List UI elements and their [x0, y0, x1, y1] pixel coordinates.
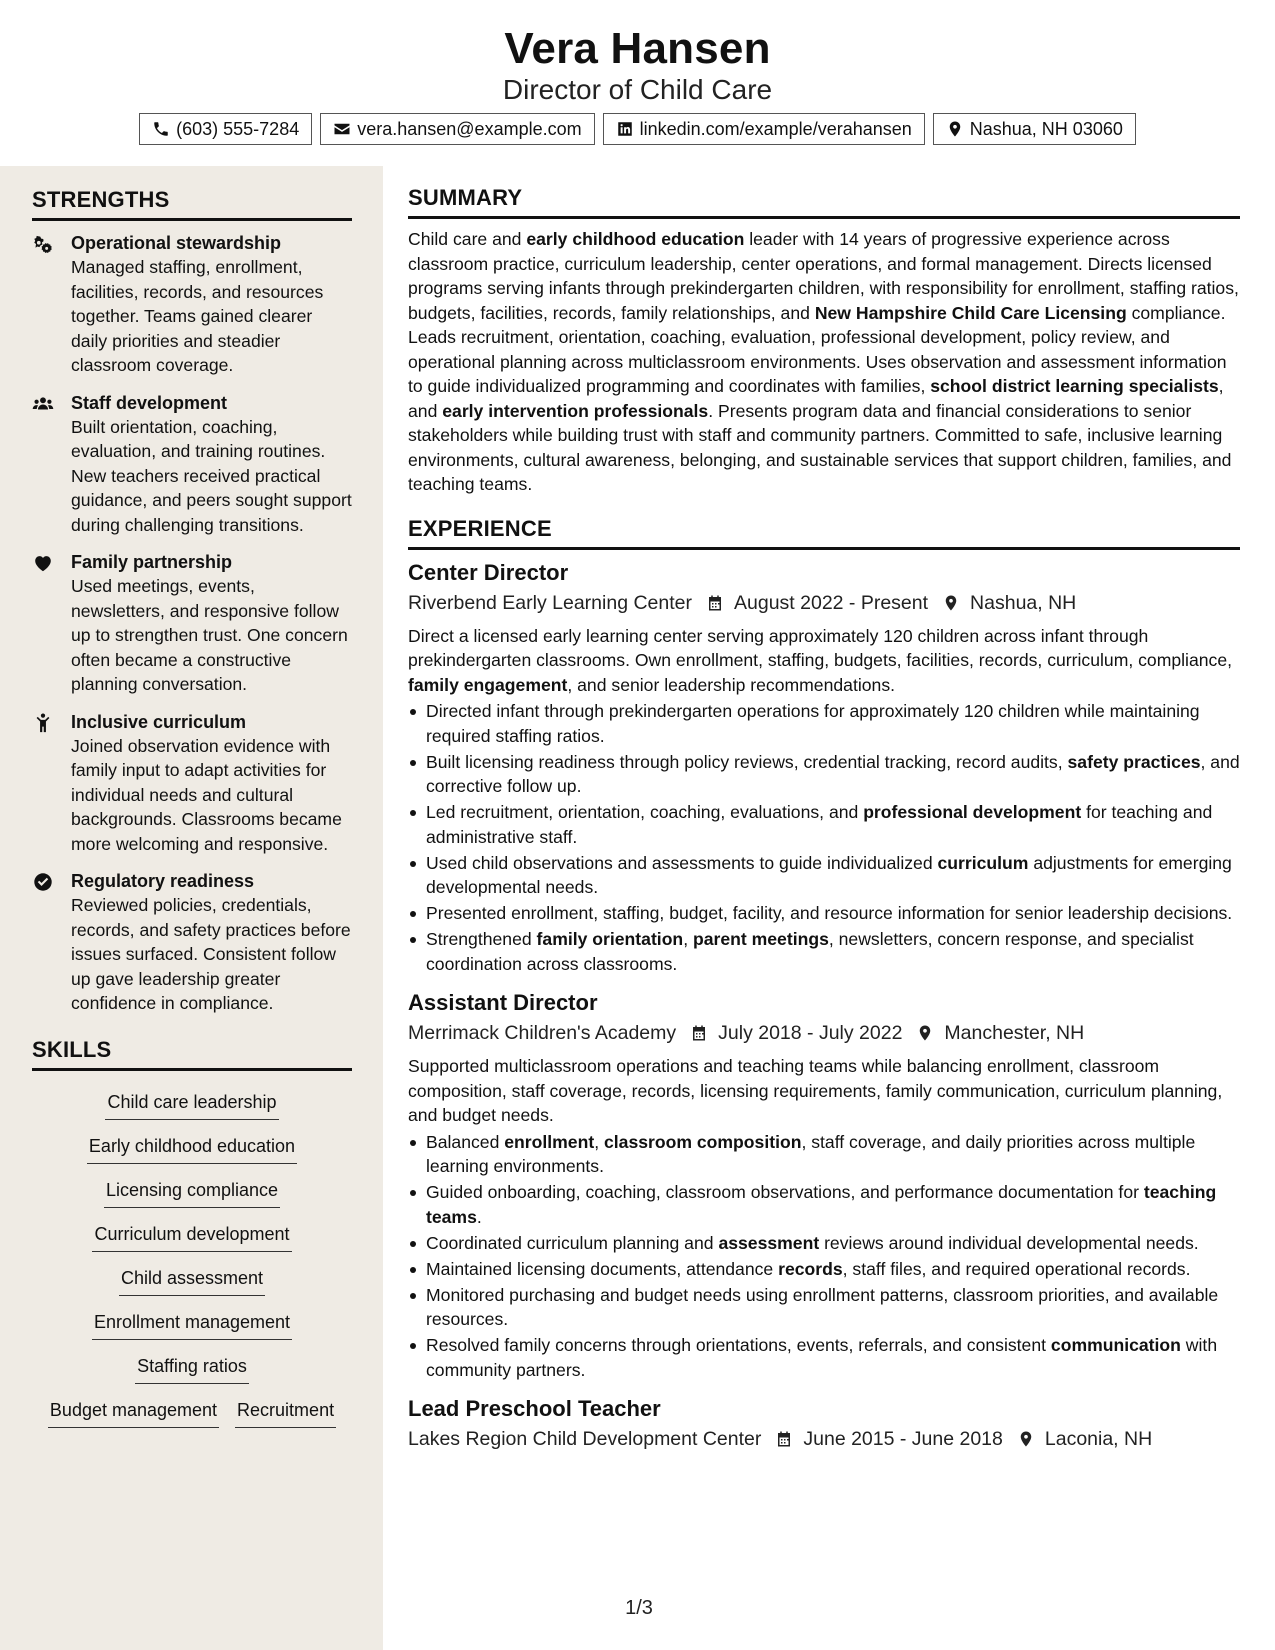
strength-item — [32, 869, 352, 1016]
bold-text: enrollment — [504, 1131, 595, 1152]
bold-text: assessment — [718, 1232, 820, 1253]
job-location: Manchester, NH — [944, 1022, 1085, 1044]
job-dates: June 2015 - June 2018 — [803, 1428, 1003, 1450]
strength-item — [32, 391, 352, 538]
bullet-item: Monitored purchasing and budget needs using enrollment patterns, classroom priorities, and available resources. — [408, 1283, 1240, 1332]
strength-title: Staff development — [71, 392, 228, 413]
users-icon — [32, 393, 54, 415]
skill-tag: Recruitment — [235, 1395, 336, 1428]
map-pin-icon — [916, 1024, 934, 1042]
skill-tag: Curriculum development — [92, 1219, 291, 1252]
contact-email[interactable] — [320, 113, 594, 145]
email-text: vera.hansen@example.com — [357, 119, 582, 139]
resume-header — [0, 0, 1275, 166]
bold-text: communication — [1050, 1335, 1181, 1355]
page-number: 1/3 — [625, 1597, 653, 1619]
strength-item — [32, 231, 352, 378]
bullet-item: Guided onboarding, coaching, classroom observations, and performance documentation for teaching teams. — [408, 1180, 1240, 1229]
bullet-item: Built licensing readiness through policy reviews, credential tracking, record audits, safety practices, and corrective follow up. — [408, 750, 1240, 799]
bold-text: classroom composition — [603, 1131, 802, 1152]
strength-title: Family partnership — [71, 552, 233, 572]
strength-title: Operational stewardship — [71, 233, 282, 253]
phone-icon — [152, 120, 170, 138]
strength-description: Built orientation, coaching, evaluation, and training routines. New teachers received practical guidance, and peers sought support during challenging transitions. — [71, 416, 352, 535]
calendar-icon — [775, 1430, 793, 1448]
bold-text: parent meetings — [692, 929, 829, 949]
main-column — [408, 182, 1240, 1460]
summary-heading: SUMMARY — [408, 182, 1240, 219]
child-icon — [32, 712, 54, 734]
job-title: Lead Preschool Teacher — [408, 1396, 661, 1421]
job-meta — [408, 1018, 1240, 1048]
experience-heading: EXPERIENCE — [408, 513, 1240, 550]
skill-tag: Early childhood education — [87, 1131, 297, 1164]
job-entry — [408, 988, 1240, 1382]
job-entry — [408, 1394, 1240, 1454]
bold-text: school district learning specialists — [930, 376, 1219, 396]
envelope-icon — [333, 120, 351, 138]
bold-text: records — [778, 1258, 843, 1279]
map-pin-icon — [942, 594, 960, 612]
skill-tag: Child care leadership — [105, 1087, 278, 1120]
bullet-item: Directed infant through prekindergarten operations for approximately 120 children while maintaining required staffing ratios. — [408, 699, 1240, 748]
strength-description: Managed staffing, enrollment, facilities, records, and resources together. Teams gained clearer daily priorities and steadier classroom coverage. — [71, 257, 324, 375]
job-title: Center Director — [408, 559, 569, 585]
summary-text: Child care and early childhood education leader with 14 years of progressive experience across classroom practice, curriculum leadership, center operations, and formal management. Directs licensed programs serving infants through prekindergarten children, with responsibility for enrollment, staffing ratios, budgets, facilities, records, family relationships, and New Hampshire Child Care Licensing compliance. Leads recruitment, orientation, coaching, evaluation, professional development, policy review, and operational planning across multiclassroom environments. Uses observation and assessment information to guide individualized programming and coordinates with families, school district learning specialists, and early intervention professionals. Presents program data and financial considerations to senior stakeholders while building trust with staff and community partners. Committed to safe, inclusive learning environments, cultural awareness, belonging, and sustainable services that support children, families, and teaching teams. — [408, 229, 1239, 494]
bold-text: teaching teams — [426, 1182, 1217, 1227]
strength-title: Inclusive curriculum — [71, 711, 247, 732]
bold-text: family engagement — [408, 674, 568, 695]
job-location: Laconia, NH — [1044, 1428, 1153, 1450]
bold-text: safety practices — [1067, 751, 1201, 772]
bullet-item: Balanced enrollment, classroom composition, staff coverage, and daily priorities across multiple learning environments. — [408, 1130, 1240, 1179]
bold-text: family orientation — [536, 929, 684, 949]
job-location: Nashua, NH — [970, 591, 1077, 614]
strength-item — [32, 550, 352, 697]
gears-icon — [32, 233, 54, 255]
contact-phone[interactable] — [139, 113, 312, 145]
job-company: Merrimack Children's Academy — [408, 1022, 677, 1044]
calendar-icon — [690, 1024, 708, 1042]
bold-text: early intervention professionals — [442, 400, 709, 421]
job-entry — [408, 558, 1240, 977]
skill-tag: Budget management — [48, 1395, 219, 1428]
skills-list — [32, 1081, 352, 1428]
linkedin-text: linkedin.com/example/verahansen — [639, 119, 912, 139]
strength-item — [32, 710, 352, 857]
calendar-icon — [706, 594, 724, 612]
skill-tag: Enrollment management — [92, 1307, 292, 1340]
candidate-name: Vera Hansen — [504, 24, 771, 73]
job-meta — [408, 588, 1240, 618]
sidebar — [0, 166, 383, 1650]
skill-tag: Child assessment — [119, 1263, 265, 1296]
check-circle-icon — [32, 871, 54, 893]
job-bullets — [408, 1130, 1240, 1383]
job-title: Assistant Director — [408, 990, 598, 1015]
contact-bar — [0, 113, 1275, 145]
strength-description: Joined observation evidence with family input to adapt activities for individual needs and cultural backgrounds. Classrooms became more welcoming and responsive. — [71, 735, 342, 854]
strengths-heading: STRENGTHS — [32, 184, 352, 221]
location-text: Nashua, NH 03060 — [969, 119, 1123, 139]
map-pin-icon — [1017, 1430, 1035, 1448]
job-description: Direct a licensed early learning center serving approximately 120 children across infant through prekindergarten classrooms. Own enrollment, staffing, budgets, facilities, records, curriculum, compliance, family engagement, and senior leadership recommendations. — [408, 625, 1233, 695]
bullet-item: Coordinated curriculum planning and assessment reviews around individual developmental needs. — [408, 1231, 1240, 1256]
bullet-item: Presented enrollment, staffing, budget, facility, and resource information for senior leadership decisions. — [408, 901, 1240, 926]
contact-location[interactable] — [933, 113, 1136, 145]
skill-tag: Licensing compliance — [104, 1175, 280, 1208]
strength-description: Reviewed policies, credentials, records, and safety practices before issues surfaced. Consistent follow up gave leadership greater confidence in compliance. — [71, 895, 351, 1013]
bullet-item: Maintained licensing documents, attendance records, staff files, and required operational records. — [408, 1257, 1240, 1282]
heart-icon — [32, 552, 54, 574]
strength-title: Regulatory readiness — [71, 871, 255, 891]
bullet-item: Used child observations and assessments to guide individualized curriculum adjustments for emerging developmental needs. — [408, 851, 1240, 900]
strength-description: Used meetings, events, newsletters, and responsive follow up to strengthen trust. One concern often became a constructive planning conversation. — [71, 576, 348, 694]
candidate-title: Director of Child Care — [502, 74, 773, 105]
map-pin-icon — [946, 120, 964, 138]
phone-text: (603) 555-7284 — [176, 119, 300, 139]
linkedin-icon — [616, 120, 634, 138]
job-dates: August 2022 - Present — [734, 591, 929, 614]
bold-text: professional development — [863, 802, 1082, 822]
contact-linkedin[interactable] — [603, 113, 925, 145]
job-dates: July 2018 - July 2022 — [718, 1022, 903, 1044]
bullet-item: Strengthened family orientation, parent meetings, newsletters, concern response, and specialist coordination across classrooms. — [408, 927, 1240, 976]
bold-text: early childhood education — [526, 229, 745, 249]
bullet-item: Led recruitment, orientation, coaching, evaluations, and professional development for teaching and administrative staff. — [408, 800, 1240, 849]
job-meta — [408, 1424, 1240, 1454]
skills-heading: SKILLS — [32, 1034, 352, 1071]
bullet-item: Resolved family concerns through orientations, events, referrals, and consistent communication with community partners. — [408, 1333, 1240, 1382]
job-company: Riverbend Early Learning Center — [408, 591, 692, 614]
job-description: Supported multiclassroom operations and teaching teams while balancing enrollment, classroom composition, staff coverage, records, licensing requirements, family communication, curriculum planning, and budget needs. — [408, 1056, 1223, 1125]
bold-text: curriculum — [937, 852, 1029, 873]
job-company: Lakes Region Child Development Center — [408, 1428, 762, 1450]
job-bullets — [408, 699, 1240, 976]
skill-tag: Staffing ratios — [135, 1351, 249, 1384]
bold-text: New Hampshire Child Care Licensing — [814, 302, 1127, 323]
